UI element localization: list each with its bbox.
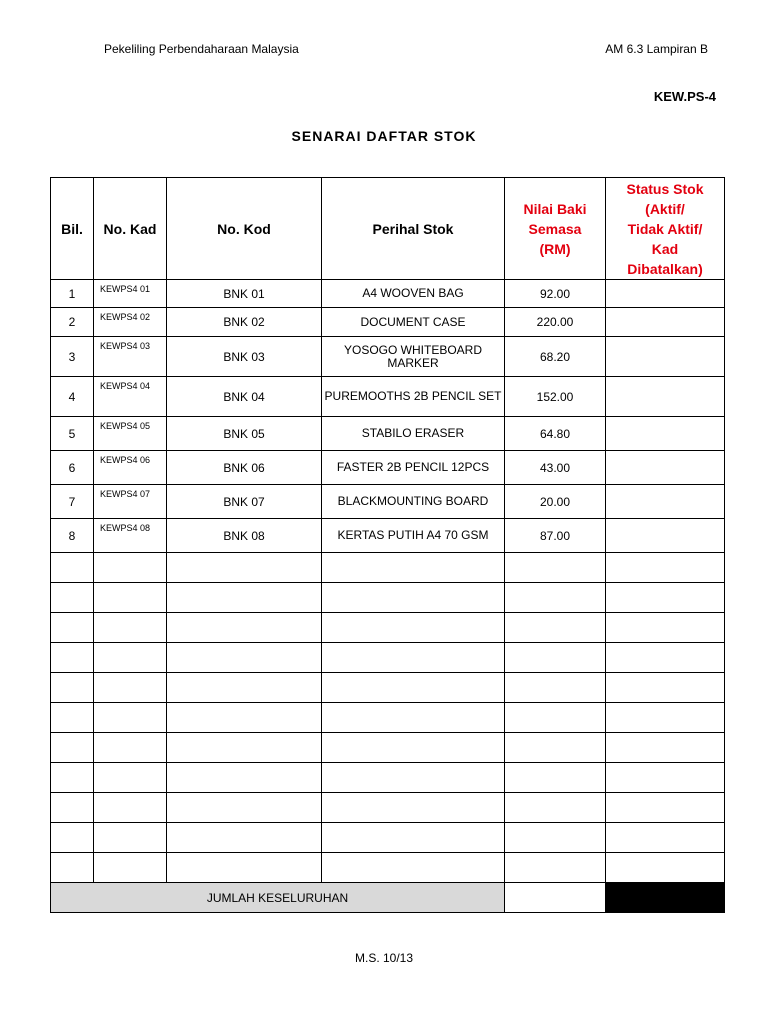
cell-no-kad [94, 643, 167, 673]
cell-no-kod [167, 853, 322, 883]
total-label: JUMLAH KESELURUHAN [51, 883, 505, 913]
cell-nilai: 92.00 [505, 280, 606, 308]
form-code: KEW.PS-4 [653, 89, 716, 104]
cell-no-kad [94, 763, 167, 793]
cell-status [606, 485, 725, 519]
cell-no-kod [167, 583, 322, 613]
cell-no-kod: BNK 03 [167, 337, 322, 377]
cell-nilai [505, 643, 606, 673]
cell-nilai: 20.00 [505, 485, 606, 519]
cell-bil [51, 643, 94, 673]
cell-status [606, 613, 725, 643]
cell-perihal: A4 WOOVEN BAG [322, 280, 505, 308]
total-row [51, 883, 725, 913]
empty-table-row [51, 823, 725, 853]
cell-no-kad [94, 553, 167, 583]
table-row [51, 485, 725, 519]
cell-status [606, 583, 725, 613]
cell-bil [51, 613, 94, 643]
cell-perihal: PUREMOOTHS 2B PENCIL SET [322, 377, 505, 417]
cell-nilai [505, 763, 606, 793]
cell-perihal [322, 853, 505, 883]
cell-status [606, 280, 725, 308]
cell-nilai [505, 853, 606, 883]
page-number: M.S. 10/13 [354, 951, 414, 965]
empty-table-row [51, 583, 725, 613]
cell-nilai [505, 733, 606, 763]
cell-nilai: 43.00 [505, 451, 606, 485]
cell-bil [51, 763, 94, 793]
cell-bil: 2 [51, 308, 94, 337]
table-header-row [51, 178, 725, 280]
cell-bil [51, 553, 94, 583]
cell-nilai: 68.20 [505, 337, 606, 377]
cell-no-kod [167, 763, 322, 793]
cell-status [606, 763, 725, 793]
cell-nilai: 220.00 [505, 308, 606, 337]
cell-perihal: BLACKMOUNTING BOARD [322, 485, 505, 519]
cell-no-kad [94, 733, 167, 763]
empty-table-row [51, 733, 725, 763]
empty-table-row [51, 613, 725, 643]
cell-no-kad [94, 673, 167, 703]
cell-no-kad [94, 823, 167, 853]
empty-table-row [51, 643, 725, 673]
cell-nilai [505, 583, 606, 613]
page-title: SENARAI DAFTAR STOK [291, 128, 477, 144]
cell-nilai: 64.80 [505, 417, 606, 451]
table-row [51, 337, 725, 377]
cell-no-kad [94, 703, 167, 733]
status-header-line: (Aktif/ [645, 200, 685, 217]
cell-no-kod [167, 613, 322, 643]
cell-bil: 7 [51, 485, 94, 519]
cell-status [606, 417, 725, 451]
empty-table-row [51, 853, 725, 883]
status-header-line: Kad [651, 240, 679, 257]
cell-perihal: DOCUMENT CASE [322, 308, 505, 337]
cell-perihal [322, 733, 505, 763]
nilai-header-line: Semasa [528, 220, 582, 237]
cell-status [606, 377, 725, 417]
empty-table-row [51, 763, 725, 793]
empty-table-row [51, 553, 725, 583]
cell-bil [51, 823, 94, 853]
cell-status [606, 519, 725, 553]
cell-no-kod [167, 793, 322, 823]
status-header-line: Tidak Aktif/ [627, 220, 703, 237]
column-header-nilai [505, 178, 606, 280]
nilai-header-line: Nilai Baki [523, 200, 587, 217]
cell-bil [51, 733, 94, 763]
cell-status [606, 793, 725, 823]
cell-bil: 6 [51, 451, 94, 485]
cell-perihal: KERTAS PUTIH A4 70 GSM [322, 519, 505, 553]
cell-perihal: STABILO ERASER [322, 417, 505, 451]
cell-status [606, 337, 725, 377]
cell-no-kod: BNK 01 [167, 280, 322, 308]
column-header-bil: Bil. [51, 178, 94, 280]
cell-nilai [505, 553, 606, 583]
cell-bil: 1 [51, 280, 94, 308]
column-header-no-kod: No. Kod [167, 178, 322, 280]
status-header-line: Status Stok [626, 180, 704, 197]
total-value-cell [505, 883, 606, 913]
cell-no-kod [167, 673, 322, 703]
cell-status [606, 823, 725, 853]
table-row [51, 417, 725, 451]
cell-perihal [322, 583, 505, 613]
document-series-label: Pekeliling Perbendaharaan Malaysia [104, 42, 299, 56]
cell-no-kod: BNK 07 [167, 485, 322, 519]
cell-status [606, 853, 725, 883]
cell-no-kad: KEWPS4 07 [94, 485, 167, 519]
cell-bil [51, 853, 94, 883]
table-row [51, 377, 725, 417]
cell-no-kod [167, 553, 322, 583]
cell-no-kad: KEWPS4 08 [94, 519, 167, 553]
cell-status [606, 553, 725, 583]
cell-no-kad [94, 583, 167, 613]
cell-bil [51, 673, 94, 703]
cell-nilai: 152.00 [505, 377, 606, 417]
cell-nilai [505, 793, 606, 823]
cell-nilai [505, 703, 606, 733]
cell-perihal [322, 763, 505, 793]
column-header-perihal: Perihal Stok [322, 178, 505, 280]
cell-perihal [322, 643, 505, 673]
cell-nilai [505, 613, 606, 643]
nilai-header-line: (RM) [539, 240, 571, 257]
cell-bil: 4 [51, 377, 94, 417]
cell-perihal: FASTER 2B PENCIL 12PCS [322, 451, 505, 485]
appendix-reference: AM 6.3 Lampiran B [605, 42, 708, 56]
cell-no-kad: KEWPS4 03 [94, 337, 167, 377]
cell-nilai [505, 823, 606, 853]
cell-status [606, 643, 725, 673]
table-row [51, 451, 725, 485]
table-body [51, 280, 725, 883]
empty-table-row [51, 673, 725, 703]
stock-register-table [50, 177, 725, 913]
cell-status [606, 308, 725, 337]
cell-perihal [322, 553, 505, 583]
cell-no-kod [167, 703, 322, 733]
cell-no-kad: KEWPS4 06 [94, 451, 167, 485]
cell-perihal [322, 823, 505, 853]
cell-status [606, 451, 725, 485]
cell-no-kod: BNK 06 [167, 451, 322, 485]
cell-bil: 5 [51, 417, 94, 451]
cell-no-kad [94, 793, 167, 823]
cell-bil: 8 [51, 519, 94, 553]
cell-bil [51, 703, 94, 733]
cell-perihal: YOSOGO WHITEBOARD MARKER [322, 337, 505, 377]
cell-no-kad: KEWPS4 02 [94, 308, 167, 337]
cell-nilai [505, 673, 606, 703]
cell-no-kad [94, 853, 167, 883]
cell-perihal [322, 673, 505, 703]
empty-table-row [51, 703, 725, 733]
cell-status [606, 703, 725, 733]
cell-bil [51, 793, 94, 823]
cell-bil [51, 583, 94, 613]
cell-perihal [322, 703, 505, 733]
empty-table-row [51, 793, 725, 823]
cell-no-kod [167, 823, 322, 853]
table-row [51, 280, 725, 308]
cell-no-kod: BNK 04 [167, 377, 322, 417]
cell-no-kod: BNK 05 [167, 417, 322, 451]
cell-status [606, 673, 725, 703]
table-row [51, 519, 725, 553]
table-row [51, 308, 725, 337]
column-header-status [606, 178, 725, 280]
cell-bil: 3 [51, 337, 94, 377]
cell-no-kad [94, 613, 167, 643]
status-header-line: Dibatalkan) [627, 260, 703, 277]
cell-nilai: 87.00 [505, 519, 606, 553]
cell-no-kod: BNK 02 [167, 308, 322, 337]
cell-no-kad: KEWPS4 05 [94, 417, 167, 451]
cell-no-kod: BNK 08 [167, 519, 322, 553]
cell-status [606, 733, 725, 763]
cell-perihal [322, 793, 505, 823]
total-status-blackout [606, 883, 725, 913]
cell-no-kod [167, 733, 322, 763]
cell-no-kod [167, 643, 322, 673]
cell-no-kad: KEWPS4 01 [94, 280, 167, 308]
column-header-no-kad: No. Kad [94, 178, 167, 280]
cell-no-kad: KEWPS4 04 [94, 377, 167, 417]
cell-perihal [322, 613, 505, 643]
